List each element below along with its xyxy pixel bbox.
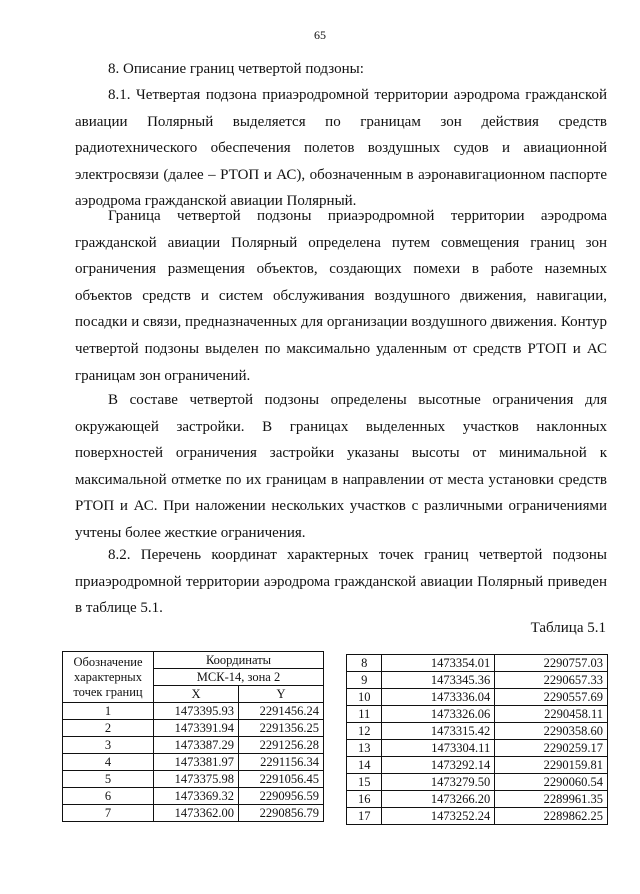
point-number-cell: 9 [347, 672, 382, 689]
point-number-cell: 5 [63, 771, 154, 788]
y-coordinate-cell: 2291056.45 [239, 771, 324, 788]
y-coordinate-cell: 2291156.34 [239, 754, 324, 771]
table-header-x: X [154, 686, 239, 703]
y-coordinate-cell: 2290159.81 [495, 757, 608, 774]
table-row [347, 774, 608, 791]
table-header-points: Обозначение характерных точек границ [63, 652, 154, 703]
table-row [63, 754, 324, 771]
x-coordinate-cell: 1473315.42 [382, 723, 495, 740]
y-coordinate-cell: 2290956.59 [239, 788, 324, 805]
point-number-cell: 11 [347, 706, 382, 723]
x-coordinate-cell: 1473266.20 [382, 791, 495, 808]
table-row [347, 706, 608, 723]
y-coordinate-cell: 2291356.25 [239, 720, 324, 737]
y-coordinate-cell: 2291456.24 [239, 703, 324, 720]
paragraph-boundary-definition: Граница четвертой подзоны приаэродромной территории аэродрома гражданской авиации Полярный определена путем совмещения границ зон ограничения размещения объектов, создающих помехи в работе наземных объектов средств и систем обслуживания воздушного движения, навигации, посадки и связи, предназначенных для организации воздушного движения. Контур четвертой подзоны выделен по максимально удаленным от средств РТОП и АС границам зон ограничений. [75, 208, 607, 384]
point-number-cell: 7 [63, 805, 154, 822]
table-row [63, 703, 324, 720]
point-number-cell: 2 [63, 720, 154, 737]
x-coordinate-cell: 1473336.04 [382, 689, 495, 706]
point-number-cell: 1 [63, 703, 154, 720]
x-coordinate-cell: 1473345.36 [382, 672, 495, 689]
table-row [63, 771, 324, 788]
point-number-cell: 16 [347, 791, 382, 808]
point-number-cell: 15 [347, 774, 382, 791]
x-coordinate-cell: 1473252.24 [382, 808, 495, 825]
x-coordinate-cell: 1473369.32 [154, 788, 239, 805]
table-row [63, 720, 324, 737]
table-row [347, 723, 608, 740]
point-number-cell: 10 [347, 689, 382, 706]
y-coordinate-cell: 2290458.11 [495, 706, 608, 723]
table-header-y: Y [239, 686, 324, 703]
table-row [347, 808, 608, 825]
x-coordinate-cell: 1473362.00 [154, 805, 239, 822]
table-row [347, 672, 608, 689]
x-coordinate-cell: 1473391.94 [154, 720, 239, 737]
point-number-cell: 13 [347, 740, 382, 757]
paragraph-height-restrictions: В составе четвертой подзоны определены высотные ограничения для окружающей застройки. В границах выделенных участков наклонных поверхностей ограничения застройки указаны высоты от минимальной к максимальной отметке по их границам в направлении от места установки средств РТОП и АС. При наложении нескольких участков с различными ограничениями учтены более жесткие ограничения. [75, 392, 607, 541]
section-heading: 8. Описание границ четвертой подзоны: [108, 61, 364, 77]
coordinates-table-left [62, 651, 324, 822]
table-row [347, 689, 608, 706]
y-coordinate-cell: 2290259.17 [495, 740, 608, 757]
point-number-cell: 17 [347, 808, 382, 825]
point-number-cell: 6 [63, 788, 154, 805]
point-number-cell: 8 [347, 655, 382, 672]
y-coordinate-cell: 2290358.60 [495, 723, 608, 740]
x-coordinate-cell: 1473292.14 [382, 757, 495, 774]
point-number-cell: 14 [347, 757, 382, 774]
y-coordinate-cell: 2290657.33 [495, 672, 608, 689]
table-row [347, 740, 608, 757]
table-row [63, 737, 324, 754]
table-row [347, 655, 608, 672]
y-coordinate-cell: 2290856.79 [239, 805, 324, 822]
x-coordinate-cell: 1473354.01 [382, 655, 495, 672]
y-coordinate-cell: 2290060.54 [495, 774, 608, 791]
x-coordinate-cell: 1473375.98 [154, 771, 239, 788]
x-coordinate-cell: 1473387.29 [154, 737, 239, 754]
x-coordinate-cell: 1473279.50 [382, 774, 495, 791]
page-number: 65 [314, 28, 326, 42]
coordinates-table-right [346, 654, 608, 825]
paragraph-8-2: 8.2. Перечень координат характерных точек границ четвертой подзоны приаэродромной территории аэродрома гражданской авиации Полярный приведен в таблице 5.1. [75, 547, 607, 617]
table-header-crs: МСК-14, зона 2 [154, 669, 324, 686]
table-caption: Таблица 5.1 [530, 620, 606, 636]
table-row [63, 788, 324, 805]
x-coordinate-cell: 1473381.97 [154, 754, 239, 771]
point-number-cell: 3 [63, 737, 154, 754]
y-coordinate-cell: 2289862.25 [495, 808, 608, 825]
x-coordinate-cell: 1473304.11 [382, 740, 495, 757]
y-coordinate-cell: 2289961.35 [495, 791, 608, 808]
y-coordinate-cell: 2290557.69 [495, 689, 608, 706]
x-coordinate-cell: 1473326.06 [382, 706, 495, 723]
table-row [347, 757, 608, 774]
table-row [347, 791, 608, 808]
table-row [63, 805, 324, 822]
point-number-cell: 4 [63, 754, 154, 771]
paragraph-8-1: 8.1. Четвертая подзона приаэродромной территории аэродрома гражданской авиации Полярный выделяется по границам зон действия средств радиотехнического обеспечения полетов воздушных судов и авиационной электросвязи (далее – РТОП и АС), обозначенным в аэронавигационном паспорте аэродрома гражданской авиации Полярный. [75, 87, 607, 210]
x-coordinate-cell: 1473395.93 [154, 703, 239, 720]
table-header-coords: Координаты [154, 652, 324, 669]
y-coordinate-cell: 2291256.28 [239, 737, 324, 754]
y-coordinate-cell: 2290757.03 [495, 655, 608, 672]
point-number-cell: 12 [347, 723, 382, 740]
